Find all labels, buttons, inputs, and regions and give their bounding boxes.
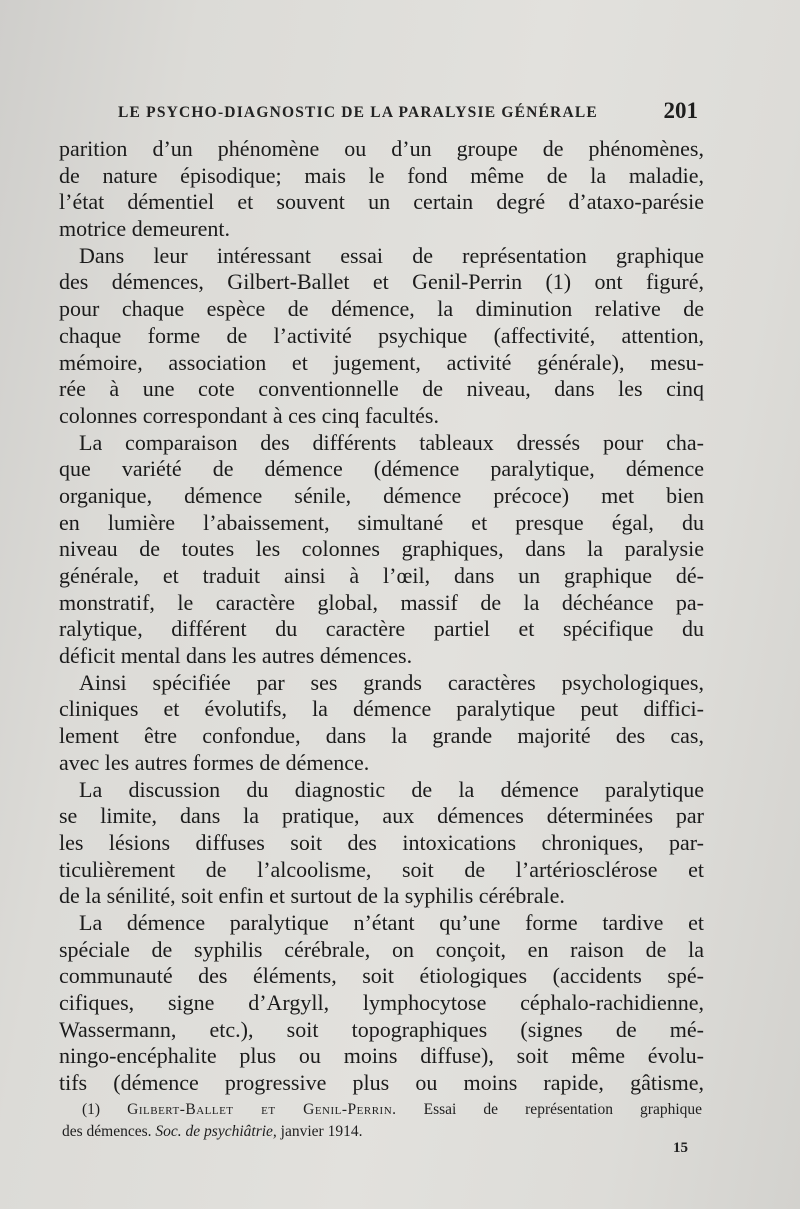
page-header (118, 98, 698, 128)
footnote-line (62, 1099, 702, 1121)
text-line: chaque forme de l’activité psychique (affectivité, attention, (59, 322, 704, 348)
text-line: organique, démence sénile, démence précoce) met bien (59, 482, 704, 508)
body-text (59, 136, 704, 1097)
text-line: parition d’un phénomène ou d’un groupe de phénomènes, (59, 136, 704, 161)
text-line: générale, et traduit ainsi à l’œil, dans un graphique dé- (59, 563, 704, 588)
text-line: que variété de démence (démence paralytique, démence (59, 456, 704, 482)
text-line: les lésions diffuses soit des intoxications chroniques, par- (59, 829, 704, 855)
text-line: lement être confondue, dans la grande majorité des cas, (59, 723, 704, 749)
footnote-date: janvier 1914. (280, 1123, 363, 1140)
footnote (62, 1099, 702, 1143)
paragraph-start-line: Dans leur intéressant essai de représentation graphique (79, 242, 704, 268)
text-line: des démences, Gilbert-Ballet et Genil-Perrin (1) ont figuré, (59, 269, 704, 295)
page-number: 201 (663, 98, 698, 123)
paragraph-start-line: La discussion du diagnostic de la démence paralytique (79, 776, 704, 802)
text-line: niveau de toutes les colonnes graphiques, dans la paralysie (59, 536, 704, 562)
running-title: LE PSYCHO-DIAGNOSTIC DE LA PARALYSIE GÉNÉRALE (118, 104, 598, 121)
paragraph-start-line: Ainsi spécifiée par ses grands caractères psychologiques, (79, 669, 704, 695)
footnote-title: Essai de représentation graphique (423, 1101, 703, 1118)
text-line: cifiques, signe d’Argyll, lymphocytose céphalo-rachidienne, (59, 990, 704, 1015)
text-line: cliniques et évolutifs, la démence paralytique peut diffici- (59, 696, 704, 722)
text-line: ticulièrement de l’alcoolisme, soit de l’artériosclérose et (59, 856, 704, 882)
text-line: Wassermann, etc.), soit topographiques (signes de mé- (59, 1016, 704, 1042)
signature-mark: 15 (673, 1140, 688, 1156)
text-line: rée à une cote conventionnelle de niveau, dans les cinq (59, 376, 704, 402)
text-line: monstratif, le caractère global, massif de la déchéance pa- (59, 589, 704, 615)
text-line: l’état démentiel et souvent un certain degré d’ataxo-parésie (59, 189, 704, 215)
paragraph-start-line: La démence paralytique n’étant qu’une forme tardive et (79, 909, 704, 935)
text-line: pour chaque espèce de démence, la diminution relative de (59, 296, 704, 322)
footnote-source: Soc. de psychiâtrie, (155, 1123, 277, 1140)
text-line: ningo-encéphalite plus ou moins diffuse), soit même évolu- (59, 1043, 704, 1069)
text-line: mémoire, association et jugement, activité générale), mesu- (59, 349, 704, 375)
text-line: spéciale de syphilis cérébrale, on conçoit, en raison de la (59, 936, 704, 962)
text-line: déficit mental dans les autres démences. (59, 643, 413, 669)
text-line: communauté des éléments, soit étiologiques (accidents spé- (59, 963, 704, 989)
text-line: colonnes correspondant à ces cinq facultés. (59, 402, 439, 428)
paragraph-start-line: La comparaison des différents tableaux dressés pour cha- (79, 429, 704, 455)
text-line: de la sénilité, soit enfin et surtout de la syphilis cérébrale. (59, 883, 565, 909)
footnote-title-end: des démences. (62, 1123, 152, 1140)
text-line: de nature épisodique; mais le fond même de la maladie, (59, 162, 704, 188)
footnote-authors: Gilbert-Ballet et Genil-Perrin. (127, 1101, 397, 1118)
text-line: se limite, dans la pratique, aux démences déterminées par (59, 803, 704, 829)
text-line: en lumière l’abaissement, simultané et presque égal, du (59, 509, 704, 535)
text-line: avec les autres formes de démence. (59, 749, 370, 775)
text-line: motrice demeurent. (59, 216, 231, 242)
footnote-marker: (1) (82, 1101, 101, 1118)
footnote-line (62, 1121, 702, 1143)
text-line: tifs (démence progressive plus ou moins rapide, gâtisme, (59, 1070, 704, 1096)
text-line: ralytique, différent du caractère partiel et spécifique du (59, 616, 704, 642)
